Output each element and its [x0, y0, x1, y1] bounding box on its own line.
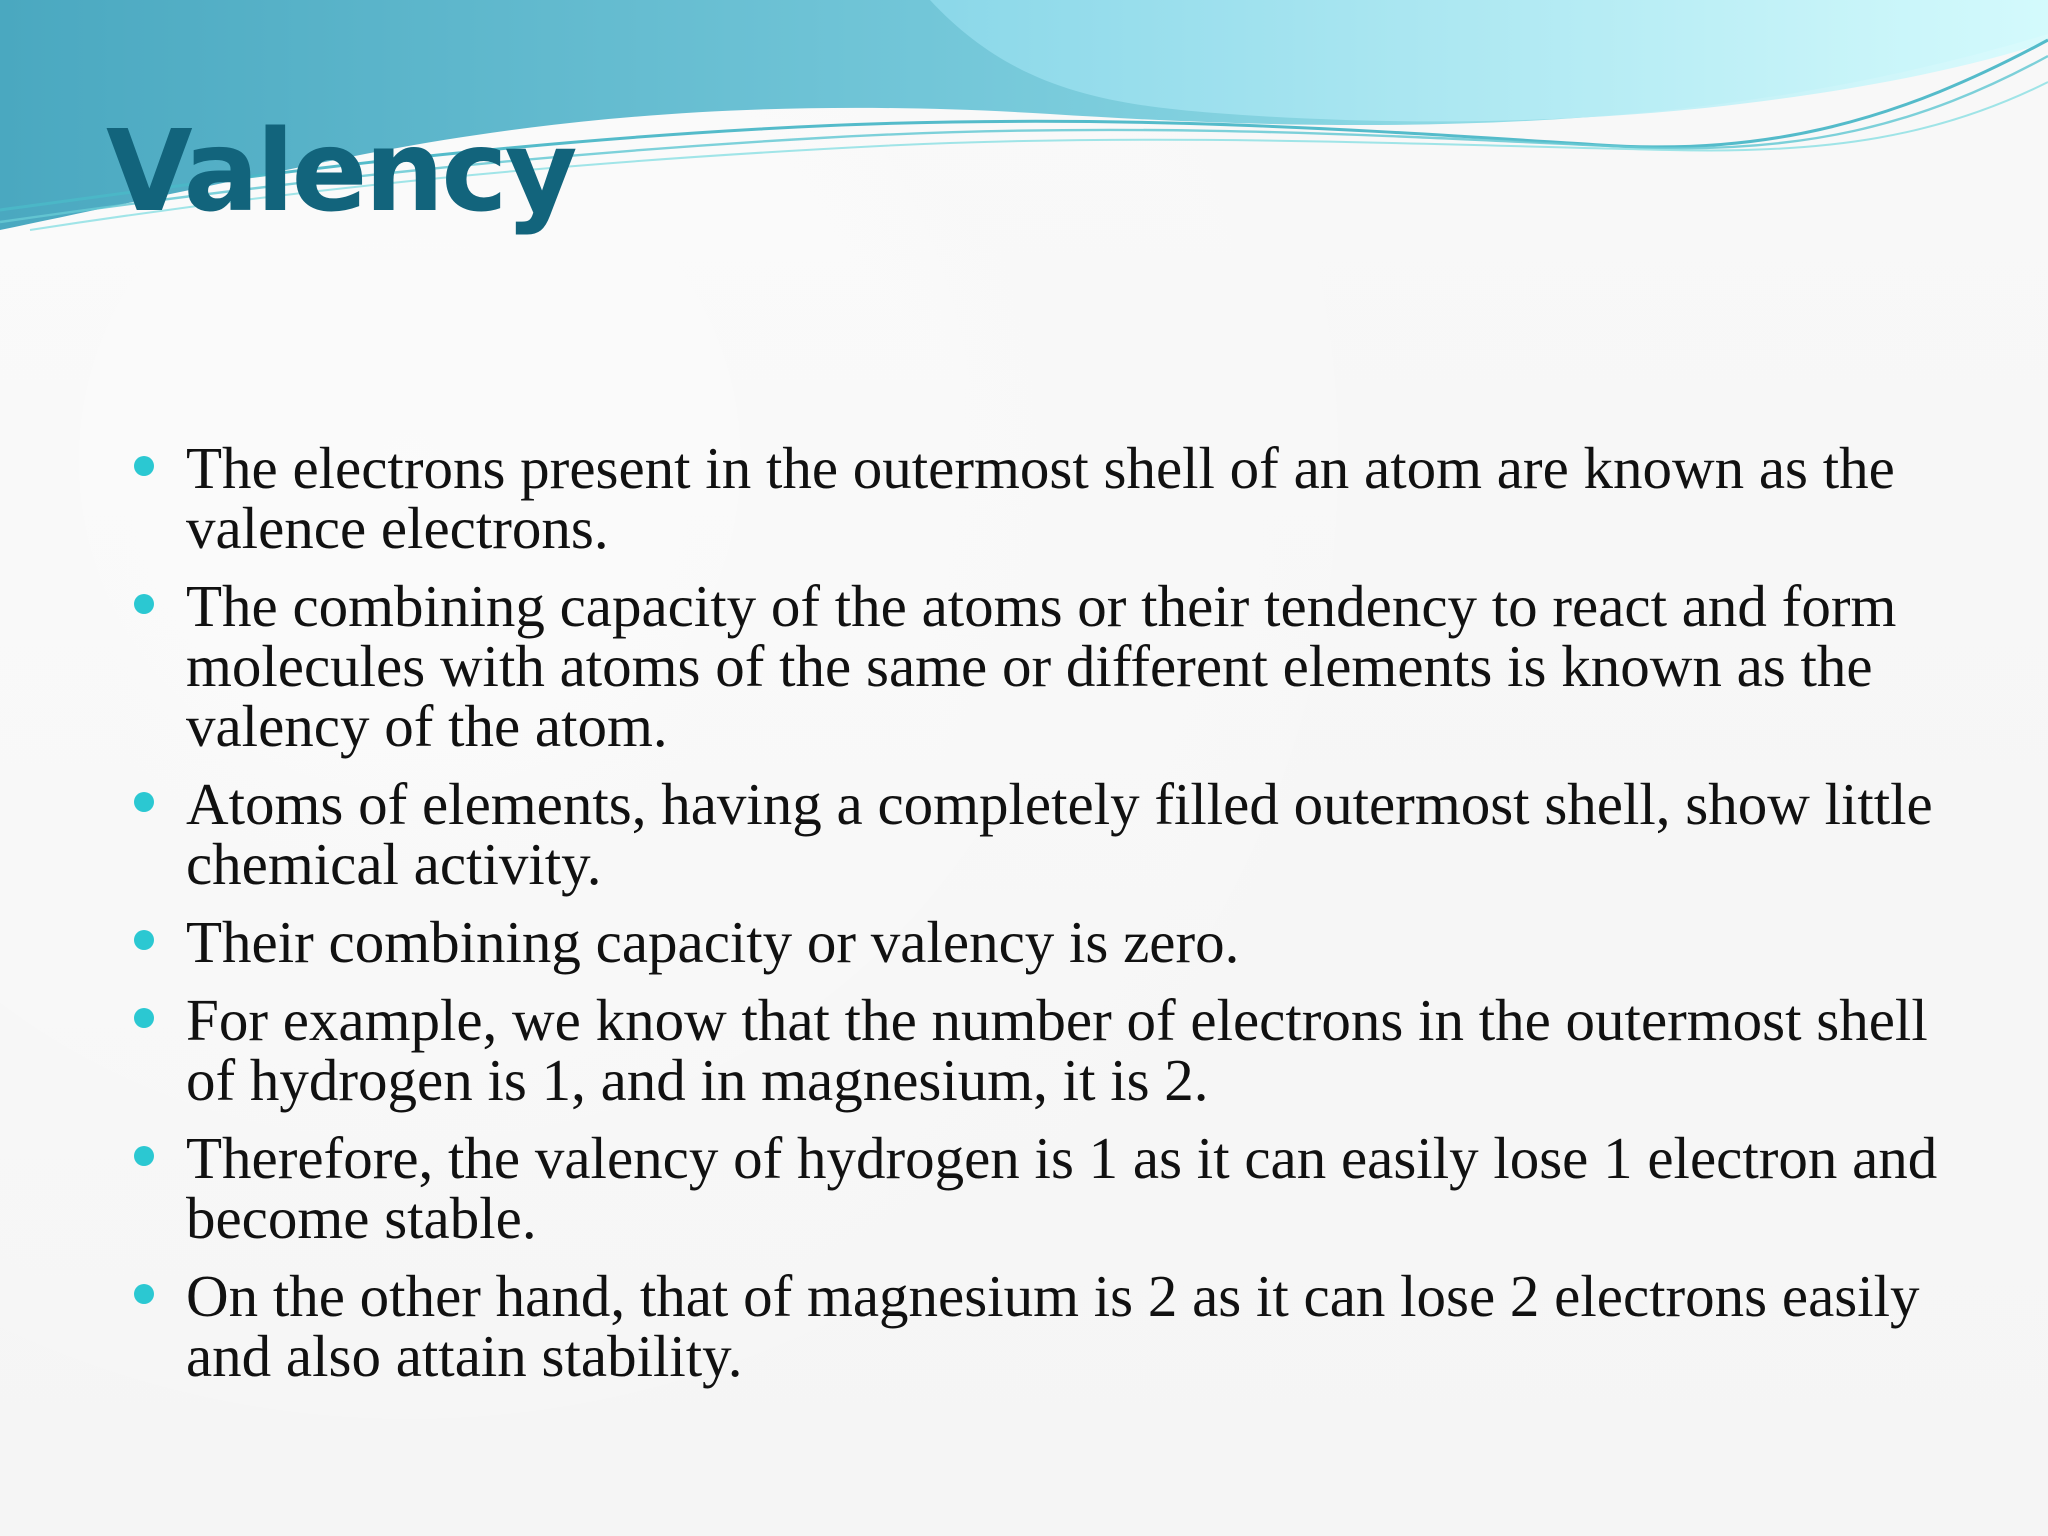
bullet-icon [134, 1008, 154, 1028]
bullet-item-3 [134, 771, 1964, 897]
bullet-icon [134, 594, 154, 614]
slide-title: Valency [106, 107, 575, 237]
bullet-item-2 [134, 573, 1964, 759]
bullet-text-4: Their combining capacity or valency is zero. [186, 909, 1240, 975]
bullet-text-2: The combining capacity of the atoms or their tendency to react and form molecules with atoms of the same or different elements is known as the valency of the atom. [186, 573, 1897, 759]
bullet-icon [134, 930, 154, 950]
bullet-icon [134, 1146, 154, 1166]
bullet-text-6: Therefore, the valency of hydrogen is 1 as it can easily lose 1 electron and become stable. [186, 1125, 1938, 1251]
bullet-item-7 [134, 1263, 1964, 1389]
bullet-item-1 [134, 435, 1964, 561]
content-area [134, 435, 1964, 1404]
bullet-item-4 [134, 909, 1964, 975]
bullet-icon [134, 792, 154, 812]
bullet-item-5 [134, 987, 1964, 1113]
bullet-list [134, 435, 1964, 1389]
bullet-item-6 [134, 1125, 1964, 1251]
bullet-text-1: The electrons present in the outermost shell of an atom are known as the valence electrons. [186, 435, 1895, 561]
bullet-icon [134, 456, 154, 476]
bullet-text-7: On the other hand, that of magnesium is 2 as it can lose 2 electrons easily and also attain stability. [186, 1263, 1920, 1389]
bullet-text-5: For example, we know that the number of electrons in the outermost shell of hydrogen is 1, and in magnesium, it is 2. [186, 987, 1928, 1113]
bullet-text-3: Atoms of elements, having a completely filled outermost shell, show little chemical activity. [186, 771, 1933, 897]
bullet-icon [134, 1284, 154, 1304]
